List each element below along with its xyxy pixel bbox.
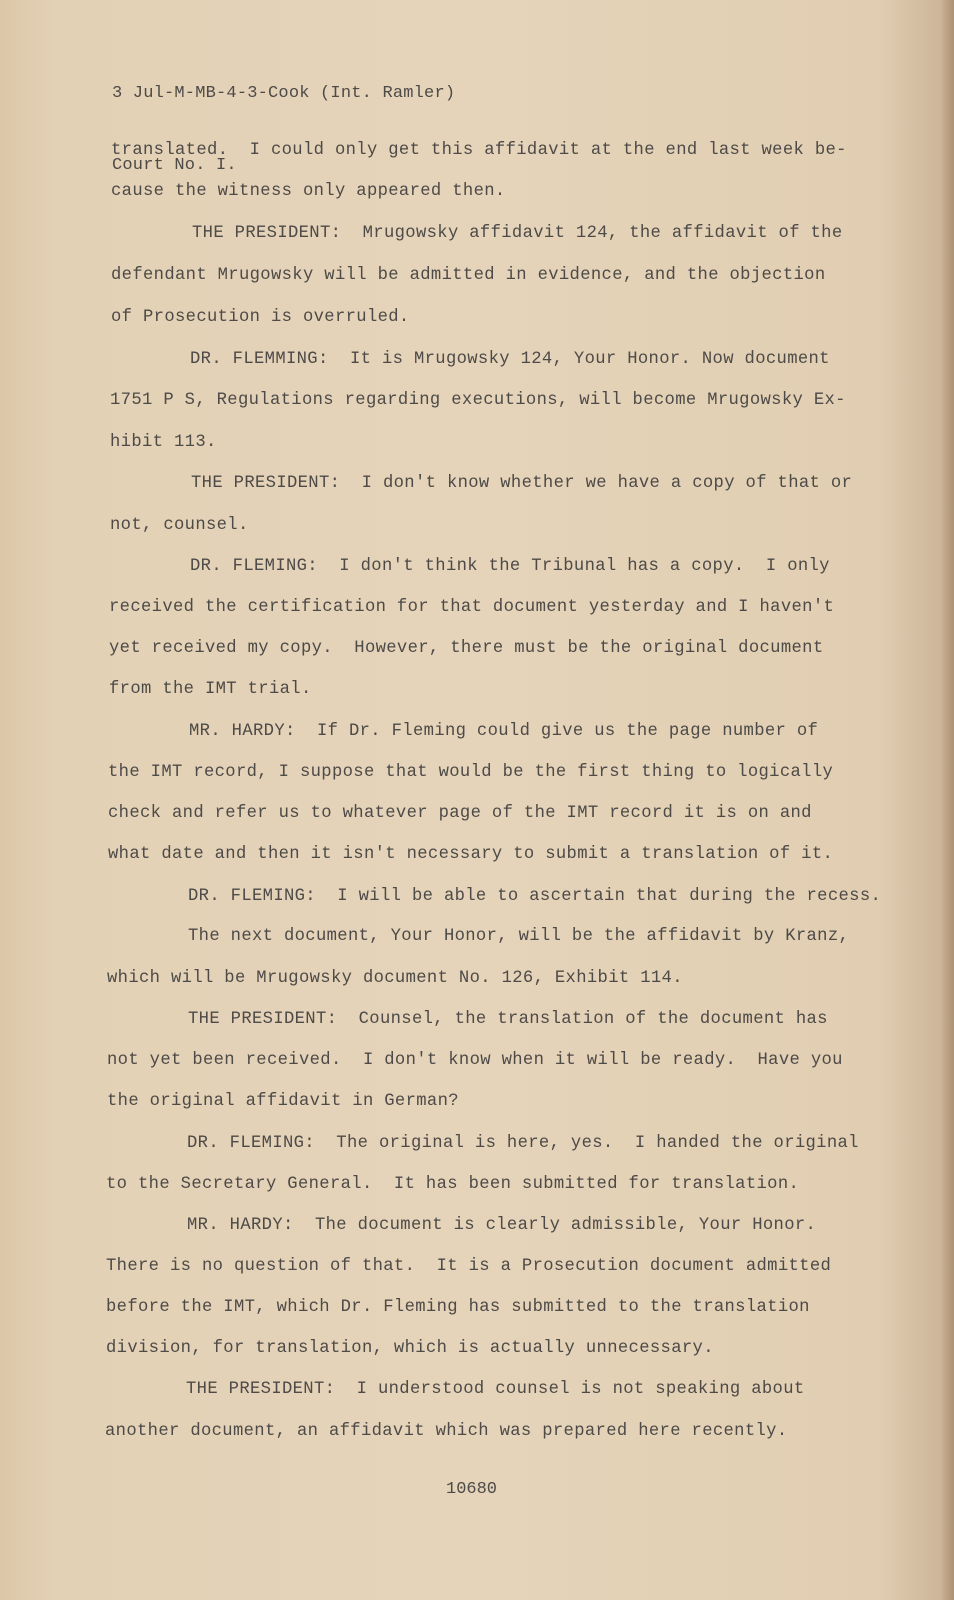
page-number: 10680 (446, 1480, 498, 1499)
text-line: not yet been received. I don't know when it will be ready. Have you (107, 1051, 843, 1070)
header-session-line: 3 Jul-M-MB-4-3-Cook (Int. Ramler) (112, 84, 456, 103)
page-edge-shadow (940, 0, 954, 1600)
text-line: another document, an affidavit which was prepared here recently. (105, 1422, 788, 1441)
text-line: to the Secretary General. It has been submitted for translation. (106, 1175, 800, 1194)
text-line: what date and then it isn't necessary to submit a translation of it. (108, 845, 834, 864)
text-line: cause the witness only appeared then. (111, 182, 506, 201)
text-line: 1751 P S, Regulations regarding executions, will become Mrugowsky Ex- (110, 391, 846, 410)
text-line: THE PRESIDENT: Mrugowsky affidavit 124, the affidavit of the (192, 224, 843, 243)
text-line: division, for translation, which is actually unnecessary. (106, 1339, 714, 1358)
text-line: hibit 113. (110, 433, 217, 452)
text-line: yet received my copy. However, there must be the original document (109, 639, 824, 658)
text-line: which will be Mrugowsky document No. 126, Exhibit 114. (107, 969, 683, 988)
text-line: defendant Mrugowsky will be admitted in evidence, and the objection (111, 266, 826, 285)
text-line: There is no question of that. It is a Prosecution document admitted (106, 1257, 832, 1276)
text-line: THE PRESIDENT: I don't know whether we have a copy of that or (191, 474, 853, 493)
text-line: The next document, Your Honor, will be the affidavit by Kranz, (188, 927, 850, 946)
text-line: THE PRESIDENT: I understood counsel is not speaking about (186, 1380, 805, 1399)
text-line: the IMT record, I suppose that would be the first thing to logically (108, 763, 834, 782)
text-line: not, counsel. (110, 516, 249, 535)
text-line: translated. I could only get this affidavit at the end last week be- (111, 141, 847, 160)
text-line: DR. FLEMING: I will be able to ascertain that during the recess. (188, 887, 882, 906)
text-line: of Prosecution is overruled. (111, 308, 410, 327)
text-line: from the IMT trial. (109, 680, 312, 699)
header-court-line: Court No. I. (112, 156, 237, 175)
text-line: DR. FLEMMING: It is Mrugowsky 124, Your Honor. Now document (190, 350, 830, 369)
text-line: check and refer us to whatever page of the IMT record it is on and (108, 804, 812, 823)
text-line: before the IMT, which Dr. Fleming has submitted to the translation (106, 1298, 810, 1317)
text-line: DR. FLEMING: The original is here, yes. I handed the original (187, 1134, 859, 1153)
text-line: MR. HARDY: The document is clearly admissible, Your Honor. (187, 1216, 817, 1235)
text-line: the original affidavit in German? (107, 1092, 459, 1111)
text-line: THE PRESIDENT: Counsel, the translation of the document has (188, 1010, 828, 1029)
text-line: DR. FLEMING: I don't think the Tribunal has a copy. I only (190, 557, 830, 576)
text-line: MR. HARDY: If Dr. Fleming could give us the page number of (189, 722, 819, 741)
text-line: received the certification for that document yesterday and I haven't (109, 598, 835, 617)
